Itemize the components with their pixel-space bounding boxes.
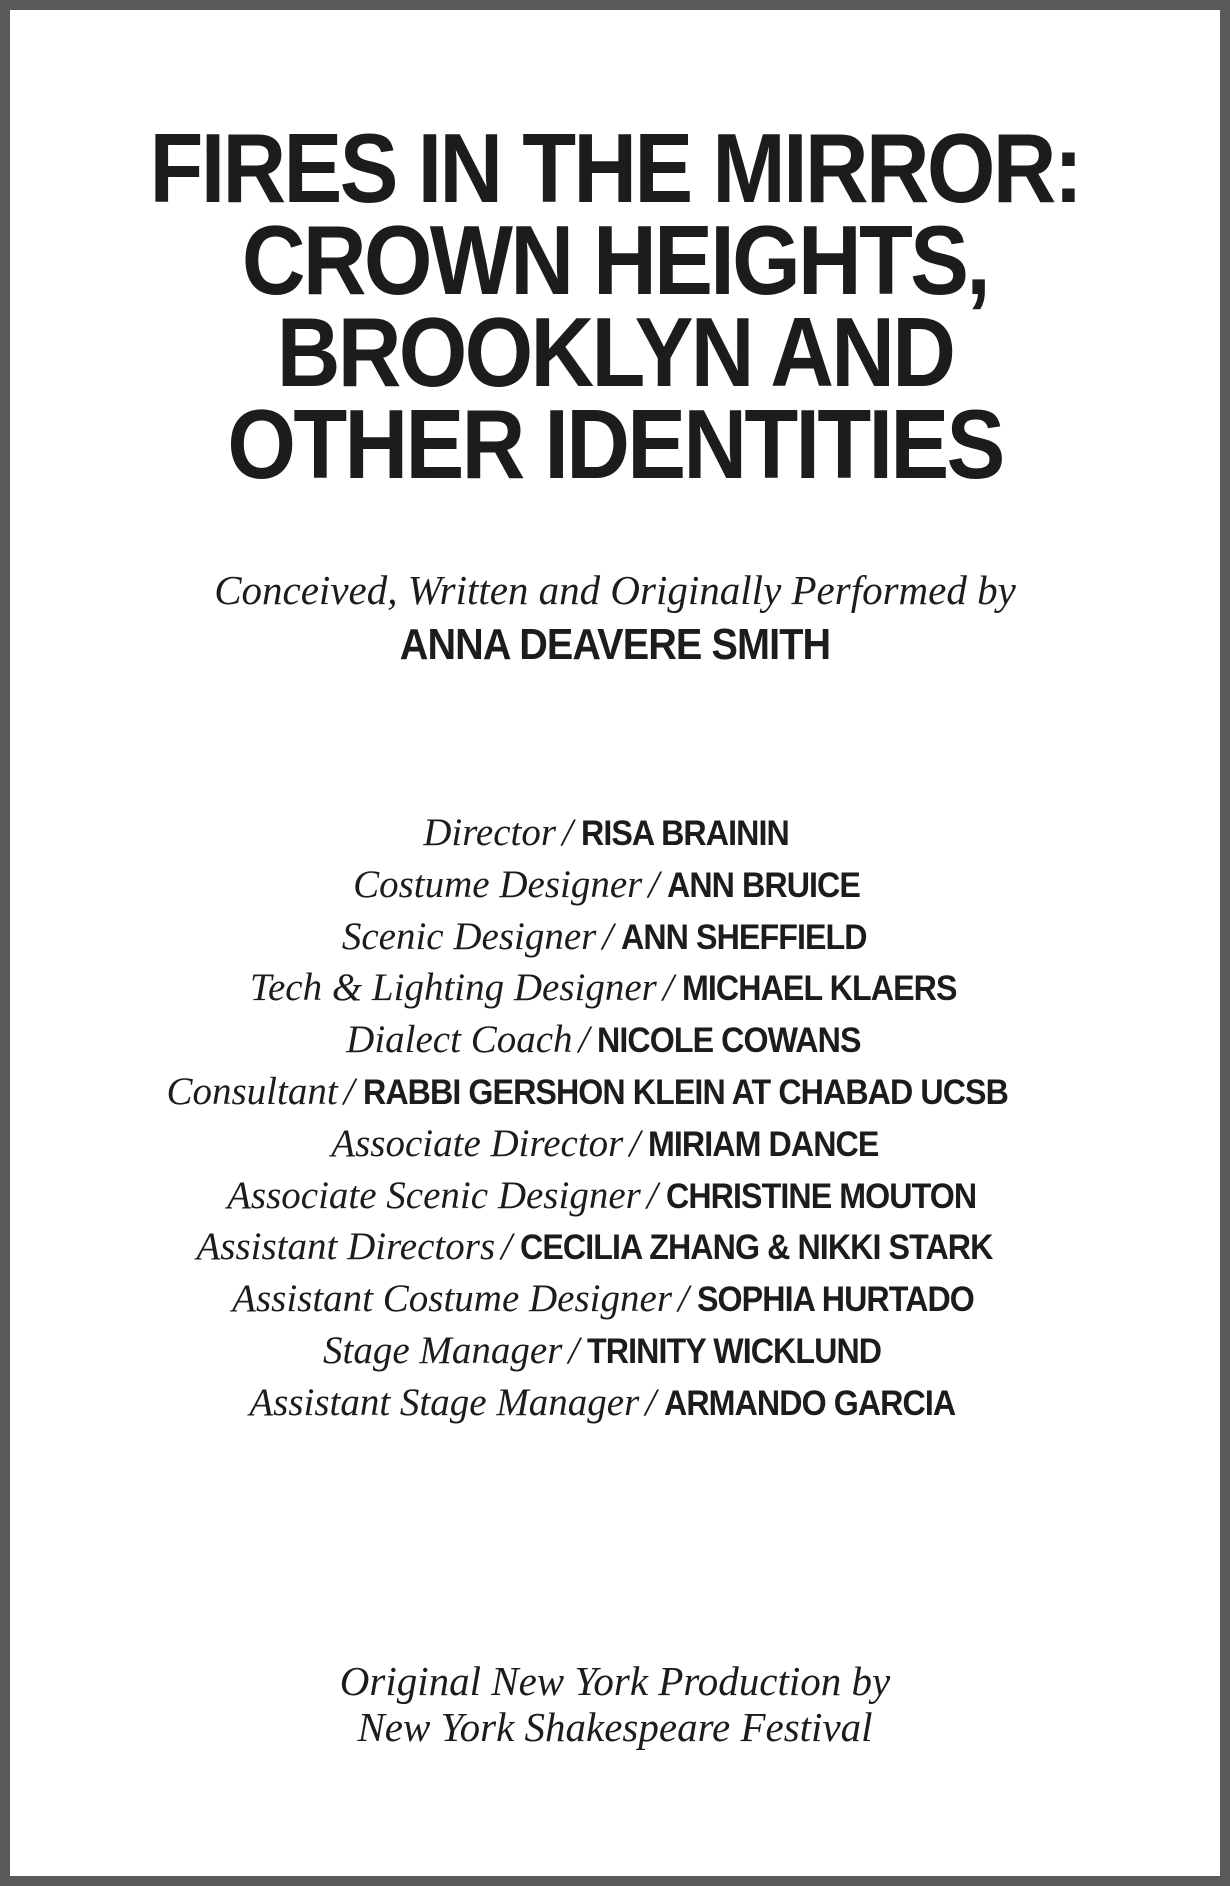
production-note-line: Original New York Production by <box>339 1658 891 1704</box>
credits-list <box>10 807 1220 1429</box>
credit-separator: / <box>568 1328 580 1372</box>
credit-line <box>10 1118 1220 1170</box>
production-note <box>10 1658 1220 1750</box>
credit-role: Costume Designer <box>353 862 643 906</box>
credit-role: Assistant Stage Manager <box>249 1380 640 1424</box>
credit-name: SOPHIA HURTADO <box>696 1280 974 1320</box>
production-note-line: New York Shakespeare Festival <box>357 1704 873 1750</box>
credit-name: ARMANDO GARCIA <box>664 1383 956 1423</box>
credit-role: Assistant Directors <box>196 1225 496 1269</box>
play-title-line: CROWN HEIGHTS, <box>241 205 989 315</box>
credit-line <box>10 807 1220 859</box>
credit-line <box>10 962 1220 1014</box>
program-page <box>10 10 1220 1876</box>
credit-line <box>10 1325 1220 1377</box>
credit-name: CHRISTINE MOUTON <box>665 1176 976 1216</box>
credit-line <box>10 1066 1220 1118</box>
credit-separator: / <box>343 1069 355 1113</box>
credit-role: Tech & Lighting Designer <box>249 966 657 1010</box>
play-title-line: FIRES IN THE MIRROR: <box>149 113 1081 223</box>
credit-separator: / <box>678 1277 689 1321</box>
credit-separator: / <box>646 1173 658 1217</box>
credit-separator: / <box>645 1380 657 1424</box>
credit-role: Associate Director <box>331 1121 624 1165</box>
credit-name: RABBI GERSHON KLEIN AT CHABAD UCSB <box>362 1072 1008 1112</box>
credit-separator: / <box>501 1225 512 1269</box>
credit-role: Scenic Designer <box>341 914 597 958</box>
play-title <box>71 113 1160 499</box>
credit-line <box>10 859 1220 911</box>
credit-separator: / <box>648 862 660 906</box>
credit-name: MICHAEL KLAERS <box>681 969 957 1009</box>
credit-role: Stage Manager <box>323 1328 563 1372</box>
play-title-line: BROOKLYN AND <box>276 297 954 407</box>
credit-separator: / <box>662 966 674 1010</box>
play-title-line: OTHER IDENTITIES <box>227 389 1003 499</box>
credit-separator: / <box>629 1121 641 1165</box>
credit-line <box>10 911 1220 963</box>
credit-line <box>10 1221 1220 1273</box>
credit-line <box>10 1273 1220 1325</box>
credit-separator: / <box>562 811 573 854</box>
credit-name: CECILIA ZHANG & NIKKI STARK <box>519 1228 993 1268</box>
credit-name: MIRIAM DANCE <box>648 1124 879 1164</box>
credit-role: Dialect Coach <box>346 1018 573 1062</box>
credit-name: RISA BRAININ <box>580 814 789 853</box>
credit-role: Consultant <box>166 1069 338 1113</box>
credit-name: NICOLE COWANS <box>597 1021 861 1061</box>
author-name: ANNA DEAVERE SMITH <box>399 620 831 669</box>
credit-name: TRINITY WICKLUND <box>587 1331 882 1371</box>
credit-role: Assistant Costume Designer <box>232 1277 672 1321</box>
credit-line <box>10 1377 1220 1429</box>
credit-line <box>10 1170 1220 1222</box>
credit-line <box>10 1014 1220 1066</box>
credit-separator: / <box>602 914 614 958</box>
credit-name: ANN BRUICE <box>667 865 861 905</box>
credit-role: Director <box>423 811 557 854</box>
byline: Conceived, Written and Originally Performed by <box>214 567 1016 613</box>
credit-separator: / <box>578 1018 590 1062</box>
credit-name: ANN SHEFFIELD <box>621 917 867 957</box>
credit-role: Associate Scenic Designer <box>227 1173 641 1217</box>
